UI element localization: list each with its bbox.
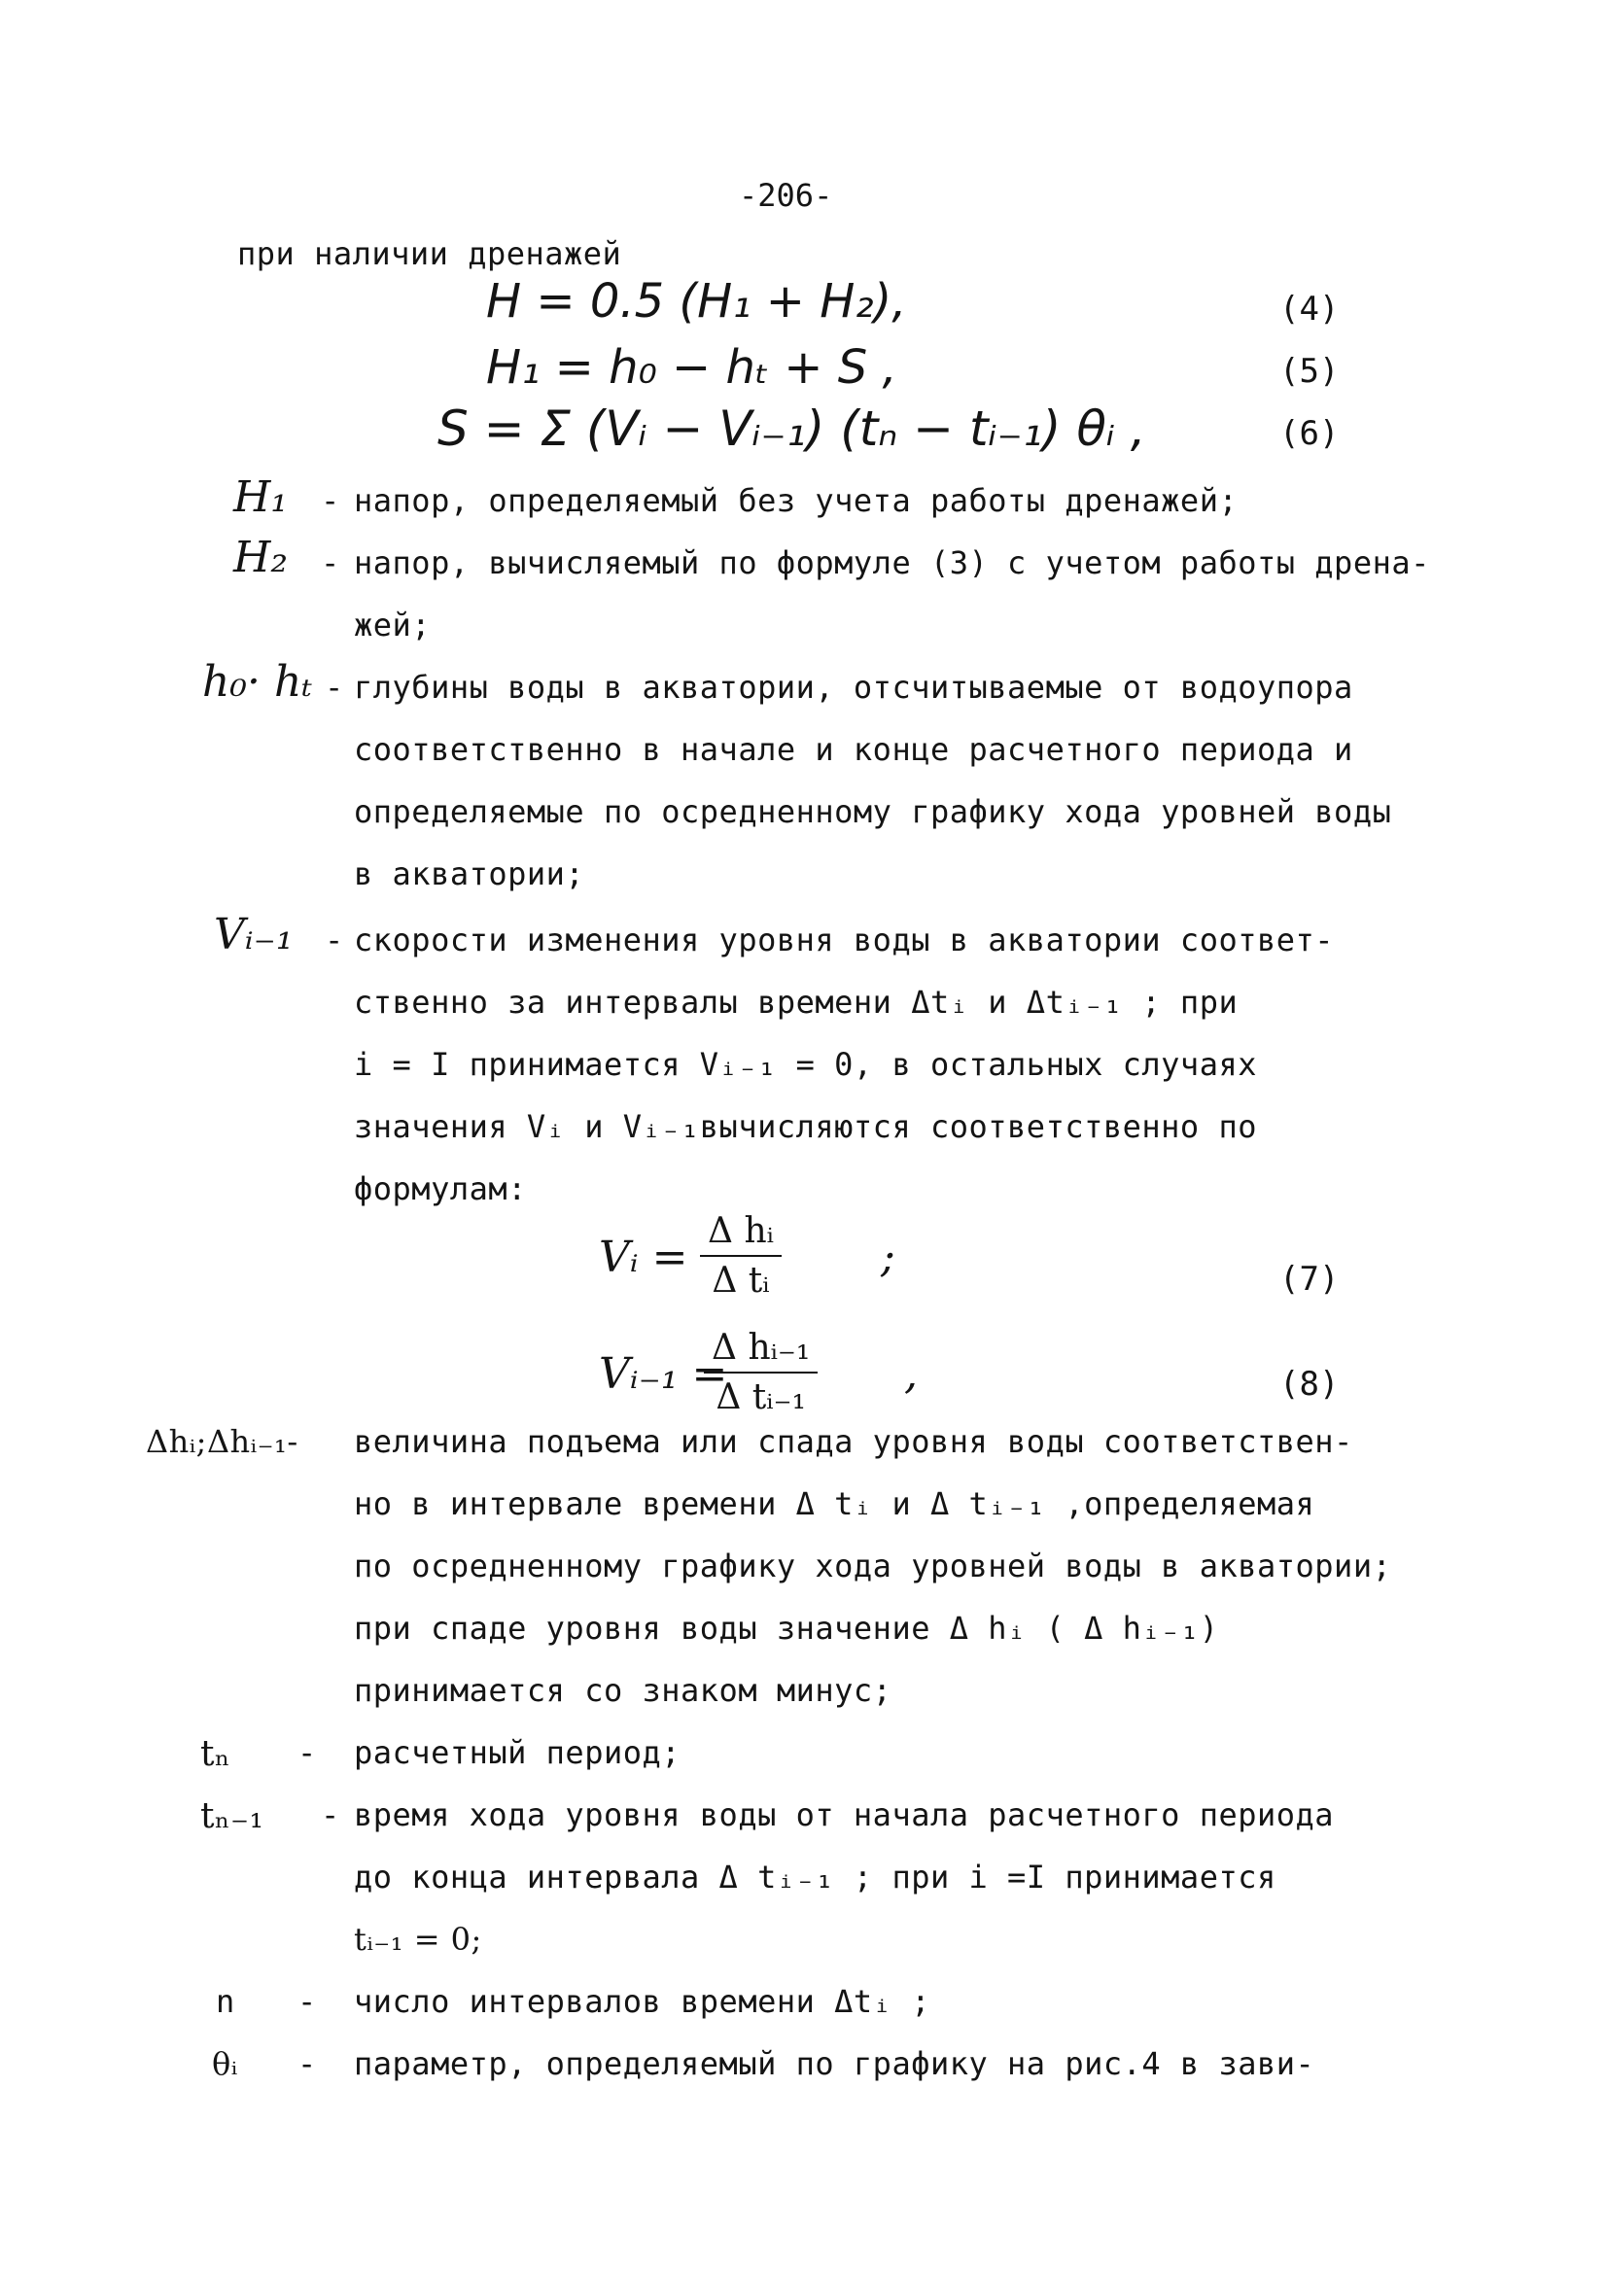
- formula-8-lhs: Vᵢ₋₁ =: [599, 1349, 728, 1399]
- definition-dh-line-5: принимается со знаком минус;: [354, 1672, 892, 1709]
- symbol-delta-h: Δhᵢ;Δhᵢ₋₁-: [146, 1423, 298, 1460]
- formula-8-numerator: Δ hᵢ₋₁: [704, 1328, 818, 1374]
- definition-theta: параметр, определяемый по графику на рис.4 в зави-: [354, 2045, 1315, 2082]
- symbol-theta: θᵢ: [212, 2045, 238, 2082]
- equation-number-8: (8): [1279, 1365, 1340, 1404]
- definition-v-line-2: ственно за интервалы времени Δtᵢ и Δtᵢ₋₁ ; при: [354, 984, 1239, 1021]
- dash: -: [297, 2045, 317, 2082]
- page-number: -206-: [739, 177, 833, 214]
- formula-6: S = Σ (Vᵢ − Vᵢ₋₁) (tₙ − tᵢ₋₁) θᵢ ,: [437, 400, 1146, 457]
- definition-h0-line-2: соответственно в начале и конце расчетного периода и: [354, 731, 1353, 768]
- formula-8-fraction: [704, 1328, 818, 1417]
- equation-number-5: (5): [1279, 352, 1340, 391]
- definition-v-line-1: скорости изменения уровня воды в акватории соответ-: [354, 922, 1335, 958]
- definition-h1: напор, определяемый без учета работы дренажей;: [354, 482, 1239, 519]
- symbol-n: n: [216, 1983, 235, 2020]
- dash: -: [325, 669, 344, 706]
- definition-h0-line-1: глубины воды в акватории, отсчитываемые от водоупора: [354, 669, 1353, 706]
- definition-tn1-line-1: время хода уровня воды от начала расчетного периода: [354, 1796, 1335, 1833]
- equation-number-6: (6): [1279, 414, 1340, 453]
- definition-n: число интервалов времени Δtᵢ ;: [354, 1983, 930, 2020]
- definition-tn: расчетный период;: [354, 1734, 681, 1771]
- dash: -: [321, 544, 340, 581]
- dash: -: [321, 482, 340, 519]
- equation-number-7: (7): [1279, 1260, 1340, 1299]
- formula-7-fraction: [700, 1211, 782, 1301]
- dash: -: [325, 922, 344, 958]
- definition-dh-line-1: величина подъема или спада уровня воды соответствен-: [354, 1423, 1353, 1460]
- formula-4: H = 0.5 (H₁ + H₂),: [486, 274, 907, 329]
- definition-h2-line-1: напор, вычисляемый по формуле (3) с учетом работы дрена-: [354, 544, 1430, 581]
- definition-dh-line-2: но в интервале времени Δ tᵢ и Δ tᵢ₋₁ ,определяемая: [354, 1485, 1315, 1522]
- symbol-h0-ht: h₀· hₜ: [202, 657, 313, 707]
- dash: -: [297, 1734, 317, 1771]
- formula-5: H₁ = h₀ − hₜ + S ,: [486, 340, 897, 395]
- definition-dh-line-4: при спаде уровня воды значение Δ hᵢ ( Δ hᵢ₋₁): [354, 1610, 1219, 1647]
- definition-dh-line-3: по осредненному графику хода уровней воды в акватории;: [354, 1548, 1392, 1584]
- formula-7-denominator: Δ tᵢ: [712, 1261, 770, 1301]
- symbol-tn: tₙ: [200, 1734, 231, 1774]
- definition-h0-line-3: определяемые по осредненному графику хода уровней воды: [354, 793, 1392, 830]
- formula-8-denominator: Δ tᵢ₋₁: [716, 1377, 806, 1417]
- definition-tn1-line-2: до конца интервала Δ tᵢ₋₁ ; при i =I принимается: [354, 1859, 1276, 1896]
- definition-h2-line-2: жей;: [354, 607, 432, 644]
- definition-h0-line-4: в акватории;: [354, 855, 585, 892]
- symbol-h1: H₁: [233, 472, 289, 522]
- formula-8-tail: ,: [904, 1349, 918, 1399]
- definition-v-line-5: формулам:: [354, 1170, 527, 1207]
- intro-text: при наличии дренажей: [237, 235, 622, 272]
- symbol-h2: H₂: [233, 533, 289, 582]
- formula-7-numerator: Δ hᵢ: [700, 1211, 782, 1257]
- dash: -: [321, 1796, 340, 1833]
- symbol-v: Vᵢ₋₁: [214, 910, 294, 959]
- symbol-tn-1: tₙ₋₁: [200, 1796, 264, 1836]
- definition-v-line-4: значения Vᵢ и Vᵢ₋₁вычисляются соответственно по: [354, 1108, 1257, 1145]
- dash: -: [297, 1983, 317, 2020]
- formula-7-tail: ;: [881, 1233, 895, 1282]
- definition-v-line-3: i = I принимается Vᵢ₋₁ = 0, в остальных случаях: [354, 1046, 1257, 1083]
- formula-7-lhs: Vᵢ =: [599, 1233, 688, 1282]
- definition-tn1-line-3: tᵢ₋₁ = 0;: [354, 1921, 482, 1958]
- equation-number-4: (4): [1279, 290, 1340, 329]
